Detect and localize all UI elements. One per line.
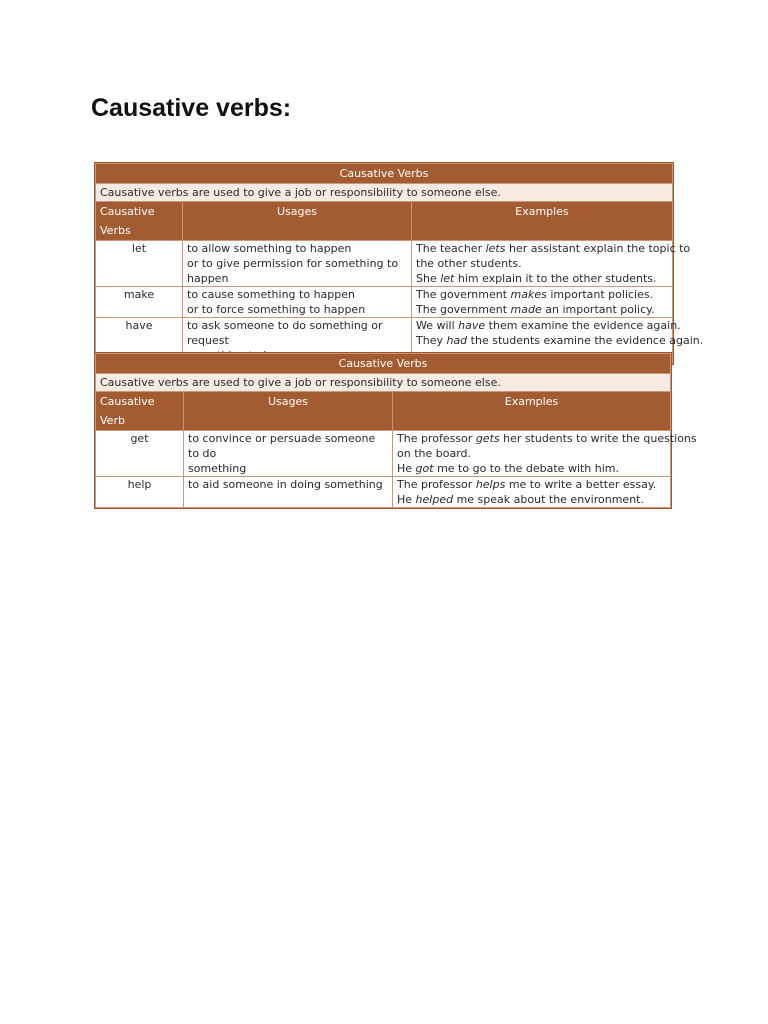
example-cell (393, 477, 671, 508)
causative-verbs-table-2 (94, 352, 697, 509)
table-title: Causative Verbs (96, 354, 671, 374)
causative-verb-emphasis: lets (485, 242, 506, 255)
table (95, 163, 704, 364)
causative-verb-emphasis: gets (475, 432, 500, 445)
example-line: They had the students examine the evidence again. (416, 334, 704, 347)
usage-cell (183, 241, 412, 287)
column-header-examples: Examples (393, 392, 671, 431)
example-line: She let him explain it to the other students. (416, 272, 657, 285)
table-description: Causative verbs are used to give a job or responsibility to someone else. (96, 184, 673, 202)
column-header-usages: Usages (183, 202, 412, 241)
example-line: The government made an important policy. (416, 303, 655, 316)
usage-line: something (188, 462, 247, 475)
example-line: The professor helps me to write a better essay. (397, 478, 657, 491)
column-header-examples: Examples (412, 202, 673, 241)
verb-cell: help (96, 477, 184, 508)
causative-verb-emphasis: have (458, 319, 486, 332)
example-line: The government makes important policies. (416, 288, 654, 301)
example-line: He helped me speak about the environment. (397, 493, 644, 506)
usage-line: to cause something to happen (187, 288, 355, 301)
table-title: Causative Verbs (96, 164, 673, 184)
verb-cell: make (96, 287, 183, 318)
usage-line: to convince or persuade someone to do (188, 432, 376, 460)
usage-cell (183, 287, 412, 318)
causative-verb-emphasis: had (446, 334, 468, 347)
example-cell (393, 431, 697, 477)
page-title: Causative verbs: (91, 94, 292, 122)
verb-cell: have (96, 318, 183, 364)
table-description: Causative verbs are used to give a job or responsibility to someone else. (96, 374, 671, 392)
usage-line: happen (187, 272, 229, 285)
example-line: He got me to go to the debate with him. (397, 462, 620, 475)
table-row (96, 241, 673, 287)
causative-verb-emphasis: let (440, 272, 455, 285)
usage-line: or to force something to happen (187, 303, 366, 316)
causative-verbs-table-1 (94, 162, 704, 365)
verb-cell: get (96, 431, 184, 477)
usage-line: to ask someone to do something or request (187, 319, 383, 347)
usage-line: to allow something to happen (187, 242, 352, 255)
column-header-verb: Causative Verbs (96, 202, 183, 241)
example-cell (412, 287, 673, 318)
table (95, 353, 697, 508)
table-row (96, 287, 673, 318)
causative-verb-emphasis: made (510, 303, 542, 316)
usage-cell (184, 477, 393, 508)
verb-cell: let (96, 241, 183, 287)
example-line: We will have them examine the evidence again. (416, 319, 681, 332)
usage-line: to aid someone in doing something (188, 478, 383, 491)
usage-cell (184, 431, 393, 477)
causative-verb-emphasis: makes (510, 288, 547, 301)
column-header-usages: Usages (184, 392, 393, 431)
causative-verb-emphasis: got (415, 462, 434, 475)
table-row (96, 477, 671, 508)
table-row (96, 431, 671, 477)
column-header-verb: Causative Verb (96, 392, 184, 431)
example-line: on the board. (397, 447, 472, 460)
example-line: The teacher lets her assistant explain the topic to (416, 242, 691, 255)
usage-line: or to give permission for something to (187, 257, 399, 270)
example-line: the other students. (416, 257, 522, 270)
example-line: The professor gets her students to write the questions (397, 432, 697, 445)
example-cell (412, 241, 691, 287)
causative-verb-emphasis: helped (415, 493, 454, 506)
causative-verb-emphasis: helps (475, 478, 506, 491)
